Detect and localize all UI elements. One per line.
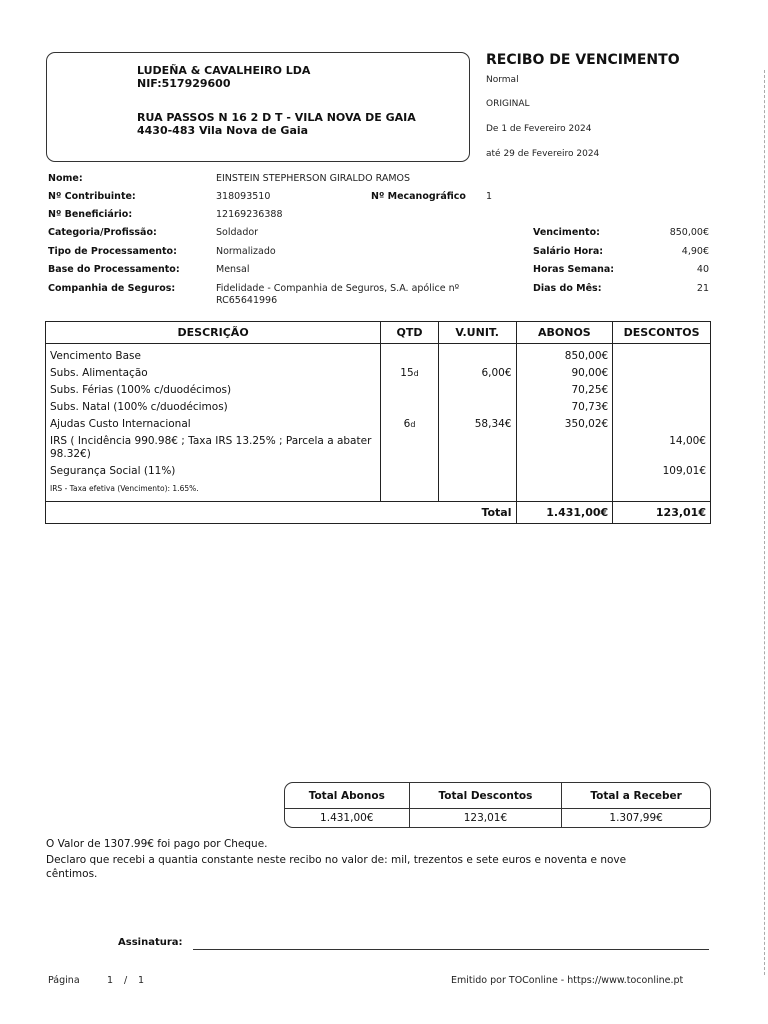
table-row bbox=[46, 433, 711, 463]
pay-items-table bbox=[45, 321, 711, 524]
row-earnings: 350,02€ bbox=[516, 416, 613, 433]
table-row bbox=[46, 348, 711, 365]
total-earnings-value: 1.431,00€ bbox=[320, 812, 374, 824]
table-note-row bbox=[46, 480, 711, 502]
empty-cell bbox=[381, 480, 439, 502]
issued-by: Emitido por TOConline - https://www.toconline.pt bbox=[451, 975, 684, 986]
month-days-value: 21 bbox=[696, 283, 709, 294]
processing-base-label: Base do Processamento: bbox=[48, 264, 180, 275]
payment-text: O Valor de 1307.99€ foi pago por Cheque. bbox=[46, 838, 268, 850]
table-header-row bbox=[46, 322, 711, 344]
ben-label: Nº Beneficiário: bbox=[48, 209, 133, 220]
company-box bbox=[46, 52, 470, 162]
page-separator: / bbox=[124, 975, 128, 986]
row-description: Vencimento Base bbox=[46, 348, 381, 365]
total-to-receive-value: 1.307,99€ bbox=[562, 809, 710, 828]
insurance-value-2: RC65641996 bbox=[216, 295, 278, 306]
row-earnings bbox=[516, 433, 613, 463]
table-row bbox=[46, 463, 711, 480]
row-quantity-number: 6 bbox=[403, 418, 411, 430]
row-earnings: 850,00€ bbox=[516, 348, 613, 365]
totals-box bbox=[284, 782, 711, 828]
row-deductions bbox=[613, 382, 711, 399]
salary-label: Vencimento: bbox=[533, 227, 600, 238]
weekly-hours-value: 40 bbox=[696, 264, 709, 275]
receipt-period-to: até 29 de Fevereiro 2024 bbox=[486, 149, 600, 159]
category-label: Categoria/Profissão: bbox=[48, 227, 157, 238]
irs-effective-rate-note: IRS - Taxa efetiva (Vencimento): 1.65%. bbox=[46, 480, 381, 502]
table-row bbox=[46, 399, 711, 416]
row-earnings: 90,00€ bbox=[516, 365, 613, 382]
hourly-wage-label: Salário Hora: bbox=[533, 246, 604, 257]
declaration-line-2: cêntimos. bbox=[46, 868, 98, 880]
page-current: 1 bbox=[107, 975, 114, 986]
row-description: IRS ( Incidência 990.98€ ; Taxa IRS 13.25% ; Parcela a abater 98.32€) bbox=[46, 433, 381, 463]
row-quantity bbox=[381, 365, 439, 382]
table-row bbox=[46, 382, 711, 399]
processing-type-value: Normalizado bbox=[216, 246, 276, 257]
row-unit-value bbox=[438, 382, 516, 399]
row-deductions bbox=[613, 365, 711, 382]
table-row bbox=[46, 365, 711, 382]
row-description: Subs. Alimentação bbox=[46, 365, 381, 382]
insurance-value-1: Fidelidade - Companhia de Seguros, S.A. apólice nº bbox=[216, 283, 460, 294]
page-label: Página bbox=[48, 975, 80, 986]
total-earnings-label: Total Abonos bbox=[285, 783, 409, 809]
nif-value: 318093510 bbox=[216, 191, 271, 202]
row-unit-value: 6,00€ bbox=[438, 365, 516, 382]
row-deductions bbox=[613, 348, 711, 365]
table-total-row bbox=[46, 502, 711, 524]
row-unit-value bbox=[438, 463, 516, 480]
month-days-label: Dias do Mês: bbox=[533, 283, 602, 294]
page-total: 1 bbox=[138, 975, 145, 986]
row-description: Subs. Natal (100% c/duodécimos) bbox=[46, 399, 381, 416]
receipt-type: Normal bbox=[486, 75, 519, 85]
row-unit-value bbox=[438, 433, 516, 463]
header-description: DESCRIÇÃO bbox=[46, 322, 381, 344]
row-unit-value: 58,34€ bbox=[438, 416, 516, 433]
header-deductions: DESCONTOS bbox=[613, 322, 711, 344]
processing-type-label: Tipo de Processamento: bbox=[48, 246, 177, 257]
row-quantity bbox=[381, 348, 439, 365]
ben-value: 12169236388 bbox=[216, 209, 283, 220]
company-name: LUDEÑA & CAVALHEIRO LDA bbox=[137, 64, 311, 77]
receipt-period-from: De 1 de Fevereiro 2024 bbox=[486, 124, 592, 134]
processing-base-value: Mensal bbox=[216, 264, 250, 275]
row-deductions: 109,01€ bbox=[613, 463, 711, 480]
company-nif: NIF:517929600 bbox=[137, 77, 231, 90]
row-quantity bbox=[381, 382, 439, 399]
total-deductions: 123,01€ bbox=[613, 502, 711, 524]
empty-cell bbox=[438, 480, 516, 502]
row-quantity-number: 15 bbox=[400, 367, 414, 379]
total-to-receive-label: Total a Receber bbox=[562, 783, 710, 809]
name-label: Nome: bbox=[48, 173, 83, 184]
signature-line bbox=[193, 949, 709, 950]
category-value: Soldador bbox=[216, 227, 259, 238]
row-quantity-unit: d bbox=[413, 369, 419, 378]
table-row bbox=[46, 416, 711, 433]
insurance-label: Companhia de Seguros: bbox=[48, 283, 176, 294]
name-value: EINSTEIN STEPHERSON GIRALDO RAMOS bbox=[216, 173, 411, 184]
empty-cell bbox=[516, 480, 613, 502]
row-deductions: 14,00€ bbox=[613, 433, 711, 463]
row-quantity bbox=[381, 416, 439, 433]
mec-value: 1 bbox=[486, 191, 493, 202]
company-address-1: RUA PASSOS N 16 2 D T - VILA NOVA DE GAIA bbox=[137, 111, 416, 124]
mec-label: Nº Mecanográfico bbox=[371, 191, 466, 202]
signature-label: Assinatura: bbox=[118, 937, 183, 948]
row-earnings: 70,73€ bbox=[516, 399, 613, 416]
nif-label: Nº Contribuinte: bbox=[48, 191, 136, 202]
total-earnings: 1.431,00€ bbox=[516, 502, 613, 524]
header-unit-value: V.UNIT. bbox=[438, 322, 516, 344]
row-quantity bbox=[381, 399, 439, 416]
row-quantity-unit: d bbox=[410, 420, 416, 429]
page-edge-line bbox=[764, 70, 765, 975]
company-address-2: 4430-483 Vila Nova de Gaia bbox=[137, 124, 309, 137]
weekly-hours-label: Horas Semana: bbox=[533, 264, 615, 275]
total-label: Total bbox=[438, 502, 516, 524]
receipt-copy: ORIGINAL bbox=[486, 99, 530, 109]
header-earnings: ABONOS bbox=[516, 322, 613, 344]
row-quantity bbox=[381, 433, 439, 463]
row-deductions bbox=[613, 399, 711, 416]
row-description: Ajudas Custo Internacional bbox=[46, 416, 381, 433]
row-unit-value bbox=[438, 348, 516, 365]
receipt-title: RECIBO DE VENCIMENTO bbox=[486, 52, 680, 68]
row-earnings bbox=[516, 463, 613, 480]
row-description: Subs. Férias (100% c/duodécimos) bbox=[46, 382, 381, 399]
row-description: Segurança Social (11%) bbox=[46, 463, 381, 480]
row-earnings: 70,25€ bbox=[516, 382, 613, 399]
row-quantity bbox=[381, 463, 439, 480]
hourly-wage-value: 4,90€ bbox=[681, 246, 709, 257]
salary-value: 850,00€ bbox=[669, 227, 709, 238]
empty-cell bbox=[613, 480, 711, 502]
row-deductions bbox=[613, 416, 711, 433]
declaration-line-1: Declaro que recebi a quantia constante neste recibo no valor de: mil, trezentos e sete euros e noventa e nove bbox=[46, 854, 627, 866]
row-unit-value bbox=[438, 399, 516, 416]
total-deductions-value: 123,01€ bbox=[409, 809, 562, 828]
header-quantity: QTD bbox=[381, 322, 439, 344]
total-spacer-cell bbox=[46, 502, 439, 524]
total-deductions-label: Total Descontos bbox=[409, 783, 562, 809]
